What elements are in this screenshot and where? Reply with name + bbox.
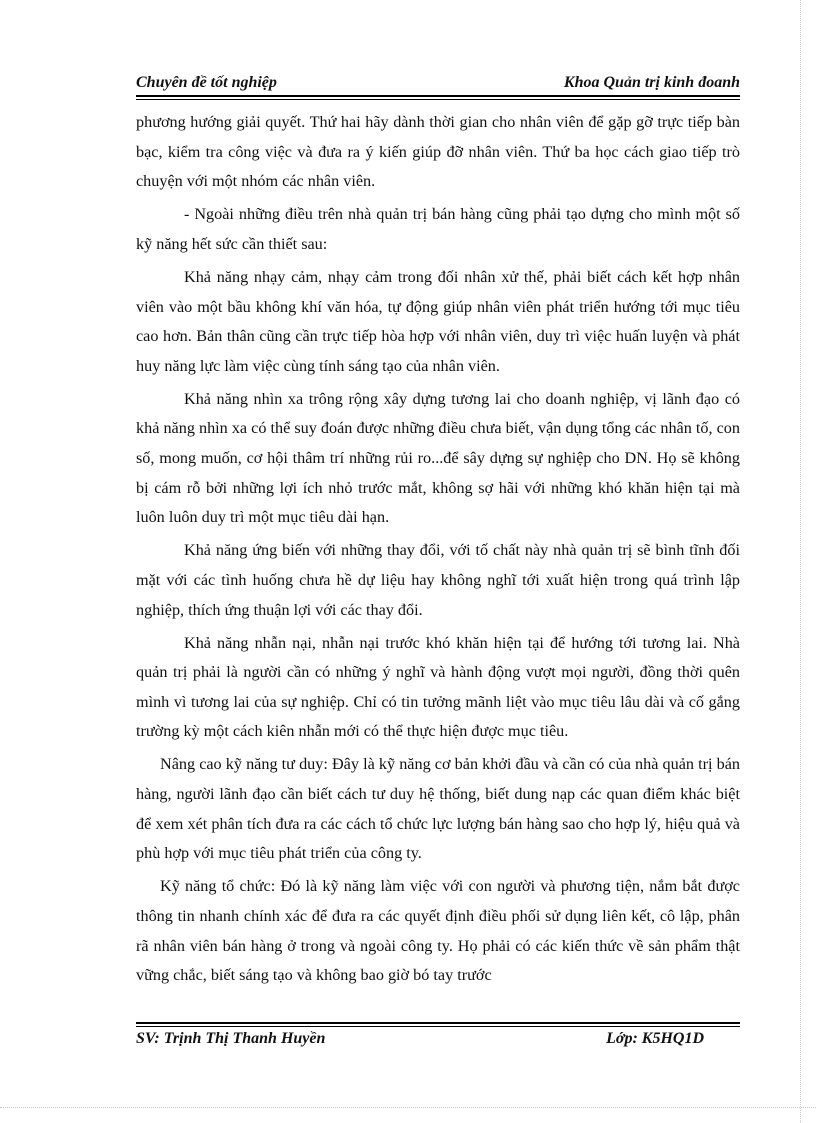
page-edge-bottom (0, 1107, 816, 1108)
body-paragraph: Khả năng nhạy cảm, nhạy cảm trong đối nhân xử thế, phải biết cách kết hợp nhân viên vào một bầu không khí văn hóa, tự động giúp nhân viên phát triển hướng tới mục tiêu cao hơn. Bản thân cũng cần trực tiếp hòa hợp với nhân viên, duy trì việc huấn luyện và phát huy năng lực làm việc cùng tính sáng tạo của nhân viên. (136, 267, 740, 375)
body-paragraph: Khả năng ứng biến với những thay đổi, với tố chất này nhà quản trị sẽ bình tĩnh đối mặt với các tình huống chưa hề dự liệu hay không nghĩ tới xuất hiện trong quá trình lập nghiệp, thích ứng thuận lợi với các thay đổi. (136, 541, 740, 619)
body-paragraph: Nâng cao kỹ năng tư duy: Đây là kỹ năng cơ bản khởi đầu và cần có của nhà quản trị bán hàng, người lãnh đạo cần biết cách tư duy hệ thống, biết dung nạp các quan điểm khác biệt để xem xét phân tích đưa ra các cách tổ chức lực lượng bán hàng sao cho hợp lý, hiệu quả và phù hợp với mục tiêu phát triển của công ty. (136, 755, 740, 863)
page-header (136, 74, 740, 92)
page-edge-right (800, 0, 801, 1123)
body-paragraph: Khả năng nhìn xa trông rộng xây dựng tương lai cho doanh nghiệp, vị lãnh đạo có khả năng nhìn xa có thể suy đoán được những điều chưa biết, vận dụng tổng các nhân tố, con số, mong muốn, cơ hội thâm trí những rủi ro...để sây dựng sự nghiệp cho DN. Họ sẽ không bị cám rỗ bởi những lợi ích nhỏ trước mắt, không sợ hãi với những khó khăn hiện tại mà luôn luôn duy trì một mục tiêu dài hạn. (136, 389, 740, 527)
footer-rule-thick (136, 1022, 740, 1024)
header-right-department: Khoa Quản trị kinh đoanh (563, 74, 740, 91)
body-paragraph: phương hướng giải quyết. Thứ hai hãy dành thời gian cho nhân viên để gặp gỡ trực tiếp bàn bạc, kiểm tra công việc và đưa ra ý kiến giúp đỡ nhân viên. Thứ ba học cách giao tiếp trò chuyện với một nhóm các nhân viên. (136, 113, 740, 191)
body-paragraph: Kỹ năng tổ chức: Đó là kỹ năng làm việc với con người và phương tiện, nắm bắt được thông tin nhanh chính xác để đưa ra các quyết định điều phối sử dụng liên kết, cô lập, phân rã nhân viên bán hàng ở trong và ngoài công ty. Họ phải có các kiến thức về sản phẩm thật vững chắc, biết sáng tạo và không bao giờ bó tay trước (136, 877, 740, 985)
header-rule-thick (136, 95, 740, 97)
header-left-title: Chuyên đề tốt nghiệp (136, 74, 277, 91)
body-paragraph: - Ngoài những điều trên nhà quản trị bán hàng cũng phải tạo dựng cho mình một số kỹ năng hết sức cần thiết sau: (136, 205, 740, 253)
body-paragraph: Khả năng nhẫn nại, nhẫn nại trước khó khăn hiện tại để hướng tới tương lai. Nhà quản trị phải là người cần có những ý nghĩ và hành động vượt mọi người, đồng thời quên mình vì tương lai của sự nghiệp. Chỉ có tin tưởng mãnh liệt vào mục tiêu lâu dài và cố gắng trường kỳ một cách kiên nhẫn mới có thể thực hiện được mục tiêu. (136, 633, 740, 741)
footer-class: Lớp: K5HQ1D (606, 1030, 704, 1047)
document-body (136, 108, 740, 994)
footer-rule-thin (136, 1026, 740, 1027)
page-footer (136, 1030, 704, 1048)
header-rule-thin (136, 99, 740, 100)
footer-student-name: SV: Trịnh Thị Thanh Huyền (136, 1030, 326, 1047)
